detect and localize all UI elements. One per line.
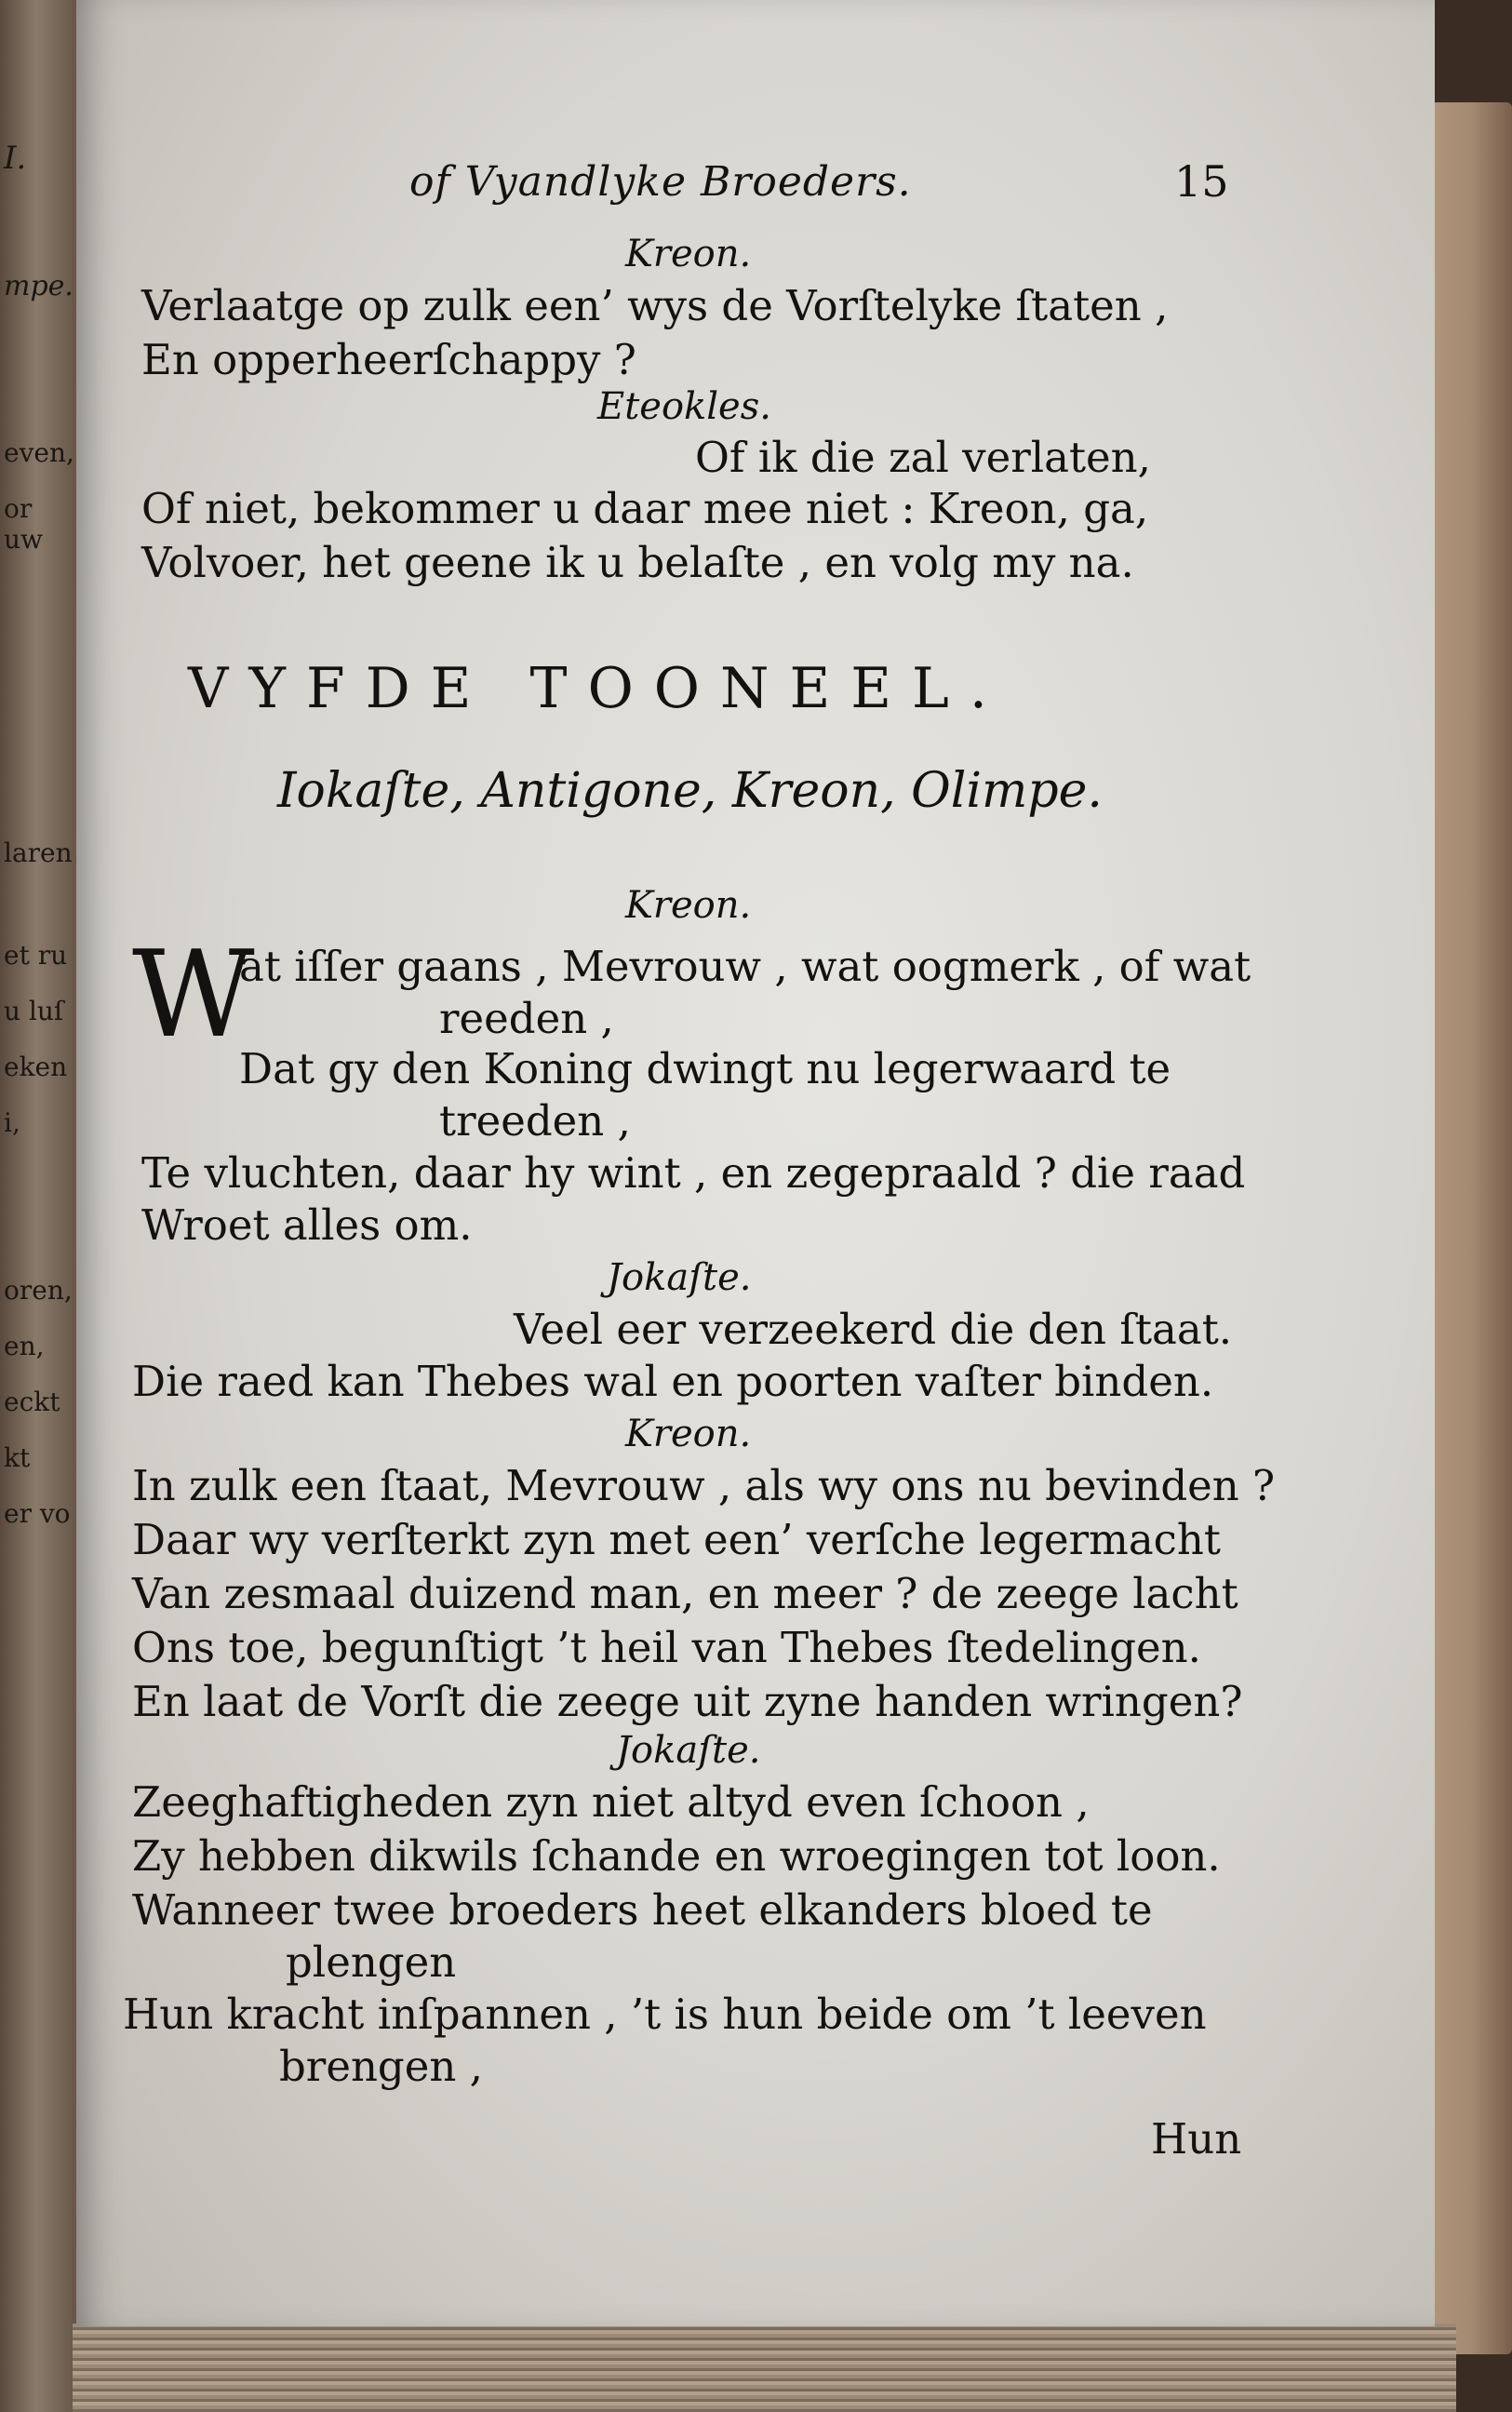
- page-number: 15: [1174, 156, 1229, 207]
- catchword: Hun: [1151, 2114, 1242, 2164]
- verse-line: En opperheerſchappy ?: [141, 335, 636, 384]
- verse-line: Verlaatge op zulk een’ wys de Vorſtelyke ſtaten ,: [141, 281, 1169, 330]
- verse-line: plengen: [286, 1937, 457, 1987]
- left-fragment: et ru: [4, 940, 68, 971]
- left-fragment: eckt: [4, 1387, 60, 1417]
- left-fragment: I.: [4, 140, 27, 177]
- verse-line: Die raed kan Thebes wal en poorten vaſter binden.: [132, 1357, 1214, 1406]
- verse-line: brengen ,: [279, 2042, 483, 2091]
- left-fragment: mpe.: [4, 270, 74, 302]
- verse-line: Van zesmaal duizend man, en meer ? de zeege lacht: [132, 1569, 1238, 1618]
- verse-line: Wroet alles om.: [141, 1200, 473, 1250]
- left-fragment: en,: [4, 1331, 45, 1361]
- drop-cap: W: [132, 926, 255, 1065]
- verse-line: reeden ,: [439, 994, 614, 1043]
- left-fragment: u luſ: [4, 996, 64, 1026]
- verse-line: Ons toe, begunſtigt ’t heil van Thebes ſtedelingen.: [132, 1623, 1201, 1672]
- speaker-name: Jokaſte.: [607, 1256, 752, 1299]
- speaker-name: Kreon.: [625, 884, 752, 927]
- left-fragment: eken: [4, 1052, 68, 1082]
- speaker-name: Kreon.: [625, 233, 752, 275]
- left-fragment: er vo: [4, 1498, 71, 1529]
- verse-line: Volvoer, het geene ik u belaſte , en volg my na.: [141, 538, 1134, 587]
- speaker-name: Eteokles.: [597, 385, 771, 428]
- left-fragment: kt: [4, 1442, 31, 1473]
- speaker-name: Kreon.: [625, 1413, 752, 1455]
- left-fragment: or uw: [4, 493, 43, 555]
- verse-line: treeden ,: [439, 1096, 631, 1146]
- verse-line: Of ik die zal verlaten,: [695, 433, 1151, 482]
- verse-line: Zy hebben dikwils ſchande en wroegingen tot loon.: [132, 1831, 1221, 1881]
- verse-line: Te vluchten, daar hy wint , en zegepraald ? die raad: [141, 1148, 1246, 1198]
- speaker-name: Jokaſte.: [616, 1729, 761, 1772]
- scene-cast: Iokaſte, Antigone, Kreon, Olimpe.: [277, 763, 1103, 819]
- verse-line: Daar wy verſterkt zyn met een’ verſche legermacht: [132, 1515, 1221, 1564]
- verse-line: at iſſer gaans , Mevrouw , wat oogmerk , of wat: [239, 942, 1251, 991]
- verse-line: Wanneer twee broeders heet elkanders bloed te: [132, 1885, 1153, 1935]
- verse-line: Zeeghaftigheden zyn niet altyd even ſchoon ,: [132, 1777, 1090, 1827]
- verse-line: Veel eer verzeekerd die den ſtaat.: [514, 1305, 1233, 1354]
- verse-line: Of niet, bekommer u daar mee niet : Kreon, ga,: [141, 484, 1149, 533]
- left-fragment: i,: [4, 1107, 20, 1138]
- scene-title: VYFDE TOONEEL.: [188, 656, 1008, 721]
- verse-line: Hun kracht inſpannen , ’t is hun beide om ’t leeven: [123, 1990, 1207, 2039]
- running-title: of Vyandlyke Broeders.: [409, 158, 912, 206]
- book-page: [76, 0, 1435, 2326]
- verse-line: Dat gy den Koning dwingt nu legerwaard te: [239, 1044, 1171, 1093]
- left-fragment: oren,: [4, 1275, 73, 1306]
- left-fragment: even,: [4, 437, 74, 468]
- verse-line: En laat de Vorſt die zeege uit zyne handen wringen?: [132, 1677, 1243, 1726]
- verse-line: In zulk een ſtaat, Mevrouw , als wy ons nu bevinden ?: [132, 1461, 1276, 1510]
- previous-page-edge: [0, 0, 73, 2412]
- left-fragment: laren: [4, 838, 73, 868]
- page-block-edge: [73, 2324, 1456, 2412]
